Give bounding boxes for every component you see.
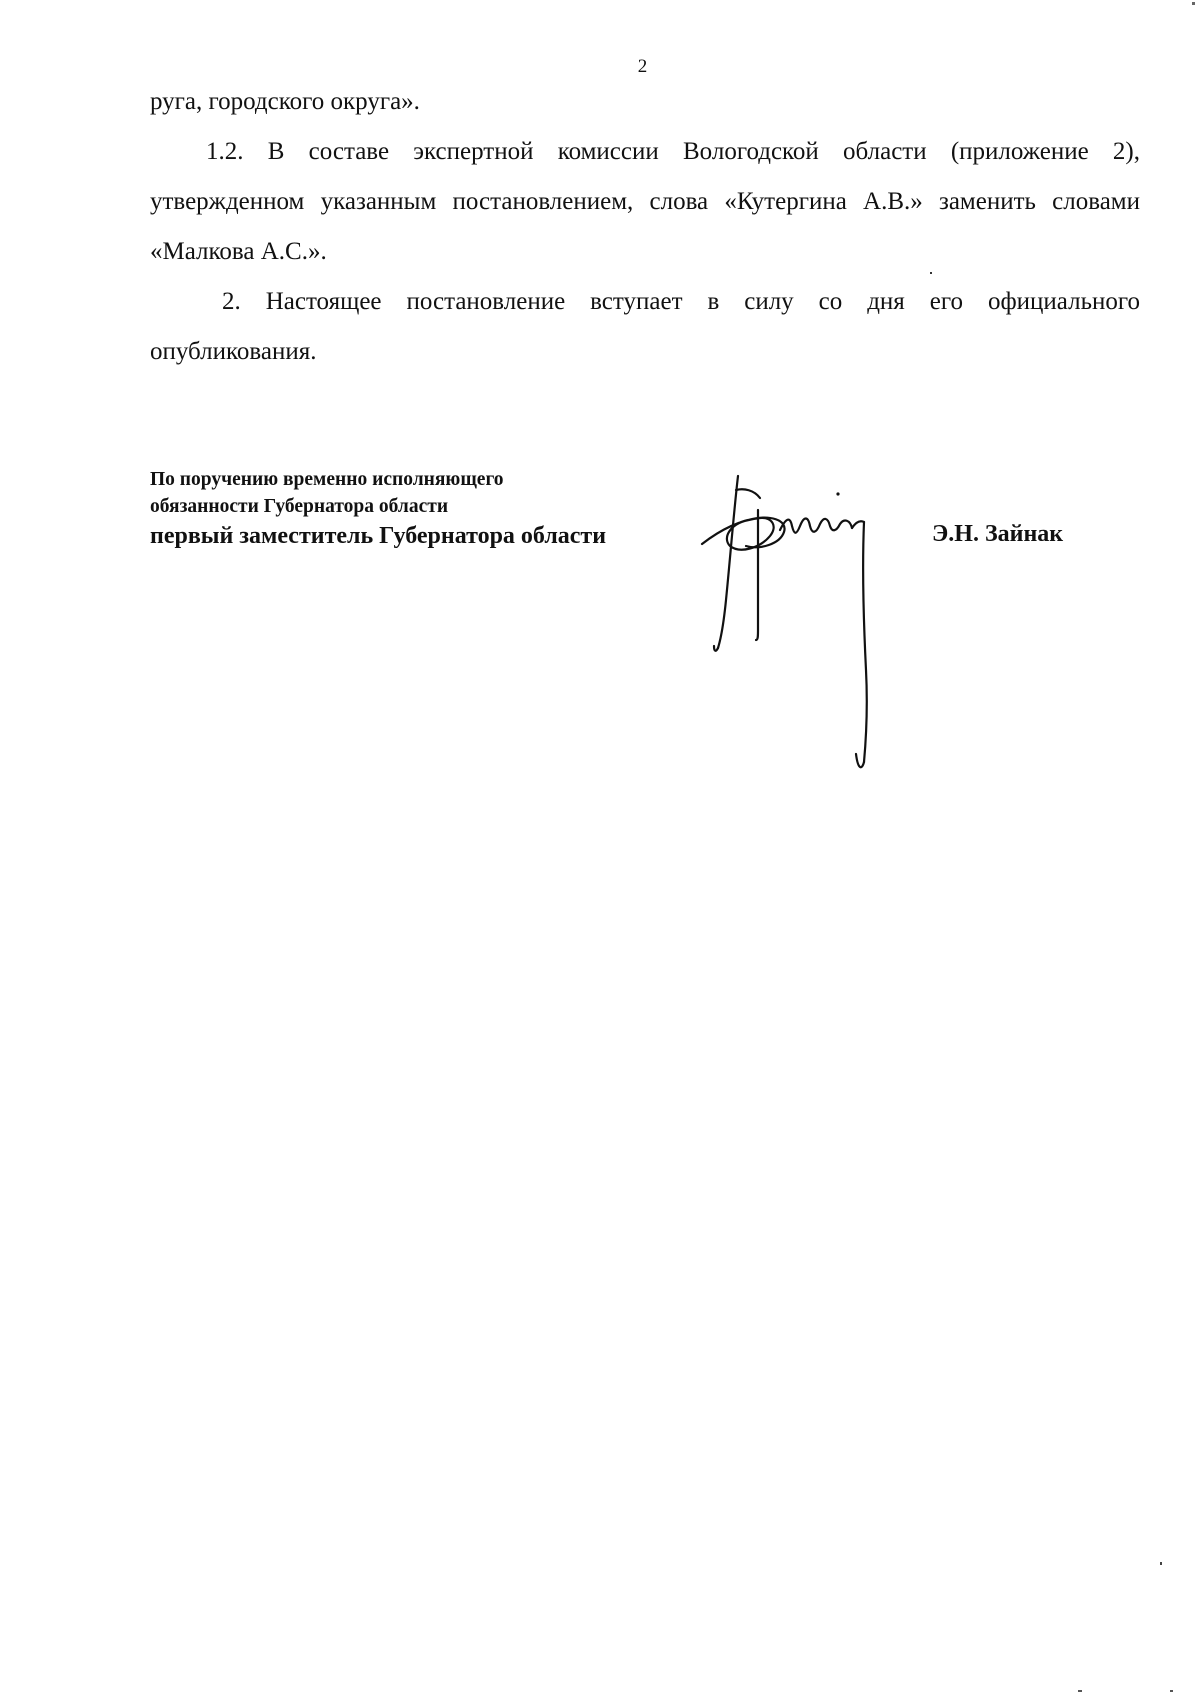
paragraph-1-2: 1.2. В составе экспертной комиссии Вологодской области (приложение 2), утвержденном указанным постановлением, слова «Кутергина А.В.» заменить словами «Малкова А.С.». xyxy=(150,138,1140,265)
scan-speck xyxy=(1160,1562,1162,1565)
page-number: 2 xyxy=(637,56,648,77)
paragraph-2: 2. Настоящее постановление вступает в силу со дня его официального опубликования. xyxy=(150,288,1140,365)
signatory-line-2: обязанности Губернатора области xyxy=(150,496,449,517)
scan-speck xyxy=(1170,1690,1173,1692)
document-body xyxy=(150,77,1140,377)
signatory-position xyxy=(150,466,606,552)
scan-speck xyxy=(1078,1690,1082,1692)
scan-speck xyxy=(1192,2,1195,5)
scan-speck xyxy=(930,272,932,274)
signatory-line-1: По поручению временно исполняющего xyxy=(150,469,504,490)
paragraph-continuation: руга, городского округа». xyxy=(150,88,420,115)
handwritten-signature xyxy=(700,470,900,780)
signer-name: Э.Н. Зайнак xyxy=(932,521,1064,547)
signatory-line-3: первый заместитель Губернатора области xyxy=(150,523,607,549)
